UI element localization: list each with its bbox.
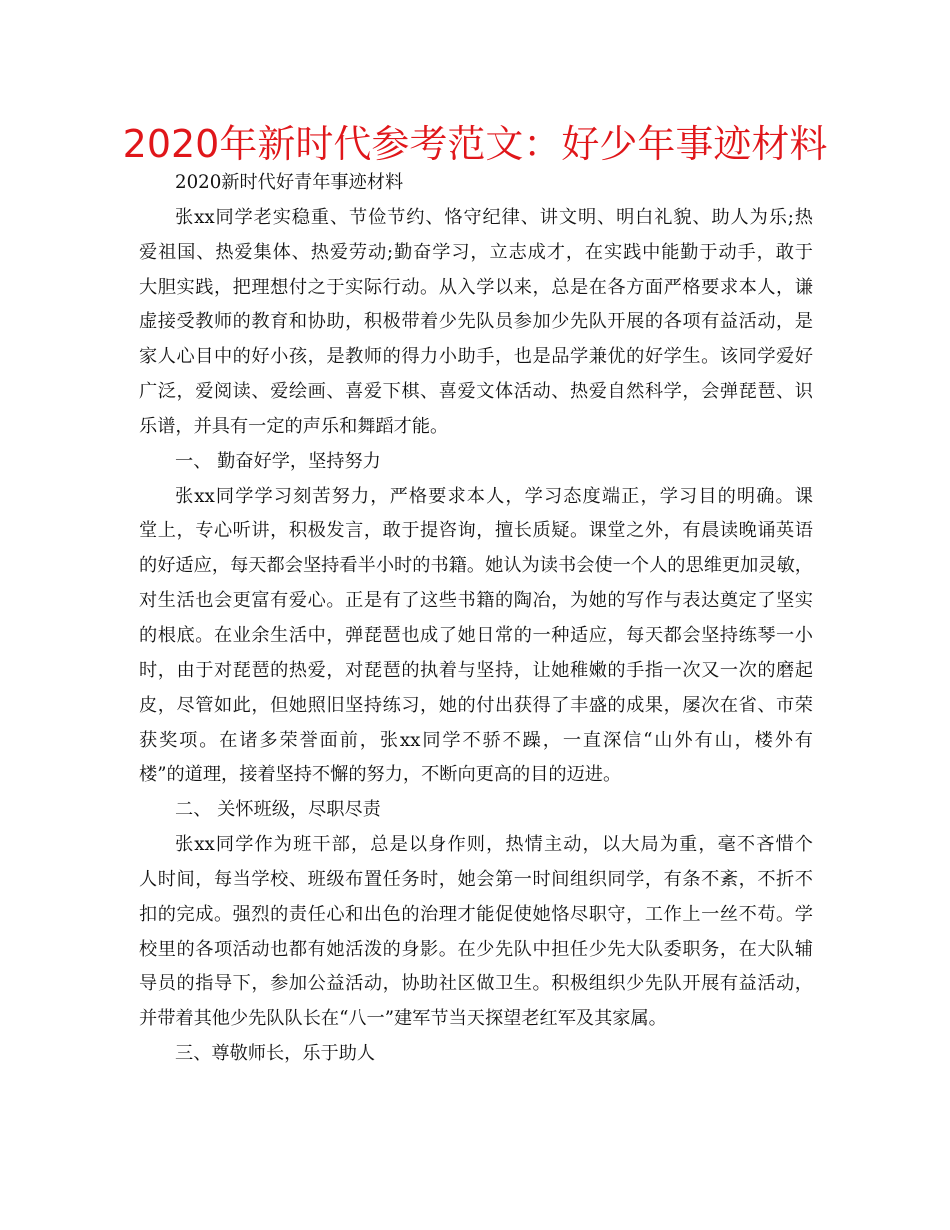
- text-line: 楼”的道理，接着坚持不懈的努力，不断向更高的目的迈进。: [139, 764, 622, 786]
- text-line: 人时间，每当学校、班级布置任务时，她会第一时间组织同学，有条不紊，不折不: [139, 868, 813, 890]
- text-line: 校里的各项活动也都有她活泼的身影。在少先队中担任少先大队委职务，在大队辅: [139, 938, 813, 960]
- text-line: 的好适应，每天都会坚持看半小时的书籍。她认为读书会使一个人的思维更加灵敏，: [139, 555, 813, 577]
- document-body: [139, 166, 813, 1072]
- text-line: 扣的完成。强烈的责任心和出色的治理才能促使她恪尽职守，工作上一丝不苟。学: [139, 903, 813, 925]
- text-line: 乐谱，并具有一定的声乐和舞蹈才能。: [139, 415, 449, 437]
- text-line: 的根底。在业余生活中，弹琵琶也成了她日常的一种适应，每天都会坚持练琴一小: [139, 624, 813, 646]
- text-line: 堂上，专心听讲，积极发言，敢于提咨询，擅长质疑。课堂之外，有晨读晚诵英语: [139, 520, 813, 542]
- text-line: 三、尊敬师长，乐于助人: [175, 1043, 376, 1065]
- text-line: 虚接受教师的教育和协助，积极带着少先队员参加少先队开展的各项有益活动，是: [139, 311, 813, 333]
- text-line: 广泛，爱阅读、爱绘画、喜爱下棋、喜爱文体活动、热爱自然科学，会弹琵琶、识: [139, 381, 813, 403]
- text-line: 皮，尽管如此，但她照旧坚持练习，她的付出获得了丰盛的成果，屡次在省、市荣: [139, 694, 813, 716]
- text-line: 导员的指导下，参加公益活动，协助社区做卫生。积极组织少先队开展有益活动，: [139, 973, 813, 995]
- text-line: 家人心目中的好小孩，是教师的得力小助手，也是品学兼优的好学生。该同学爱好: [139, 346, 813, 368]
- text-line: 大胆实践，把理想付之于实际行动。从入学以来，总是在各方面严格要求本人，谦: [139, 276, 813, 298]
- document-title: 2020年新时代参考范文：好少年事迹材料: [122, 122, 828, 166]
- text-line: 爱祖国、热爱集体、热爱劳动;勤奋学习，立志成才，在实践中能勤于动手，敢于: [139, 241, 813, 263]
- text-line: 时，由于对琵琶的热爱，对琵琶的执着与坚持，让她稚嫩的手指一次又一次的磨起: [139, 659, 813, 681]
- text-line: 并带着其他少先队队长在“八一”建军节当天探望老红军及其家属。: [139, 1008, 667, 1030]
- text-line: 张xx同学学习刻苦努力，严格要求本人，学习态度端正，学习目的明确。课: [175, 485, 813, 507]
- text-line: 对生活也会更富有爱心。正是有了这些书籍的陶冶，为她的写作与表达奠定了坚实: [139, 590, 813, 612]
- text-line: 获奖项。在诸多荣誉面前，张xx同学不骄不躁，一直深信“山外有山，楼外有: [139, 729, 813, 751]
- text-line: 张xx同学作为班干部，总是以身作则，热情主动，以大局为重，毫不吝惜个: [175, 834, 813, 856]
- text-line: 二、 关怀班级，尽职尽责: [175, 799, 381, 821]
- text-line: 一、 勤奋好学，坚持努力: [175, 450, 381, 472]
- text-line: 张xx同学老实稳重、节俭节约、恪守纪律、讲文明、明白礼貌、助人为乐;热: [175, 206, 813, 228]
- text-line: 2020新时代好青年事迹材料: [175, 172, 404, 193]
